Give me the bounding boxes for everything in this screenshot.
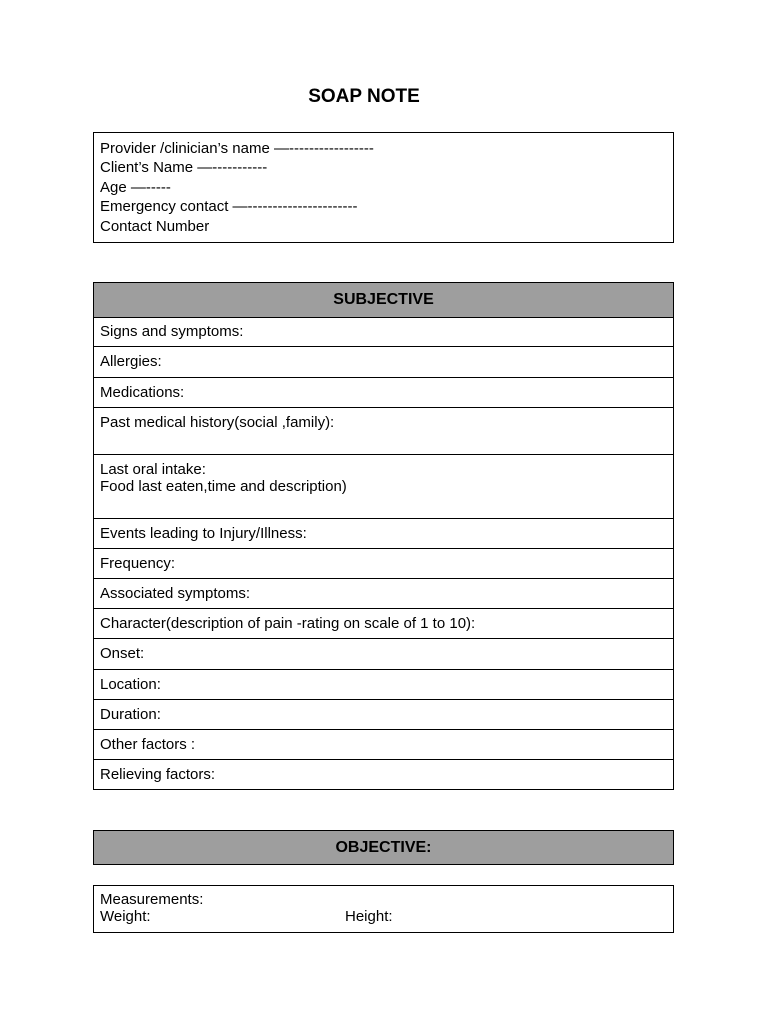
row-label: Events leading to Injury/Illness: [100,525,307,542]
table-row[interactable] [94,519,673,549]
row-label: Onset: [100,645,145,662]
provider-name-line[interactable]: Provider /clinician’s name —----------------- [100,140,374,157]
table-row[interactable] [94,760,673,790]
measurements-label: Measurements: [100,891,204,908]
table-row[interactable] [94,639,673,670]
weight-label: Weight: [100,907,151,925]
row-label: Medications: [100,384,185,401]
age-line[interactable]: Age —----- [100,178,171,196]
table-row[interactable] [94,378,673,408]
table-row[interactable] [94,347,673,378]
table-row[interactable] [94,579,673,609]
table-row[interactable] [94,609,673,639]
table-row[interactable] [94,408,673,455]
row-label: Allergies: [100,353,162,370]
row-label: Duration: [100,706,161,723]
height-label: Height: [345,907,393,925]
table-row[interactable] [94,730,673,760]
measurements-box[interactable] [93,885,674,933]
provider-info-box [93,132,674,243]
row-label: Other factors : [100,736,196,753]
table-row[interactable] [94,549,673,579]
client-name-line[interactable]: Client’s Name —----------- [100,159,268,177]
page-title: SOAP NOTE [308,86,420,107]
objective-heading: OBJECTIVE: [93,830,674,865]
table-row[interactable] [94,317,673,347]
contact-number-line[interactable]: Contact Number [100,217,210,235]
row-label: Character(description of pain -rating on scale of 1 to 10): [100,615,476,632]
emergency-contact-line[interactable]: Emergency contact —---------------------- [100,198,358,216]
table-row[interactable] [94,455,673,519]
table-row[interactable] [94,700,673,730]
subjective-table [93,317,674,790]
row-label: Location: [100,676,161,693]
row-label: Past medical history(social ,family): [100,414,335,431]
subjective-heading: SUBJECTIVE [93,282,674,318]
row-label: Associated symptoms: [100,585,251,602]
row-label: Frequency: [100,555,176,572]
table-row[interactable] [94,670,673,700]
row-label: Signs and symptoms: [100,323,244,340]
row-label-second-line: Food last eaten,time and description) [100,478,347,495]
row-label: Relieving factors: [100,766,216,783]
row-label: Last oral intake: [100,461,206,478]
